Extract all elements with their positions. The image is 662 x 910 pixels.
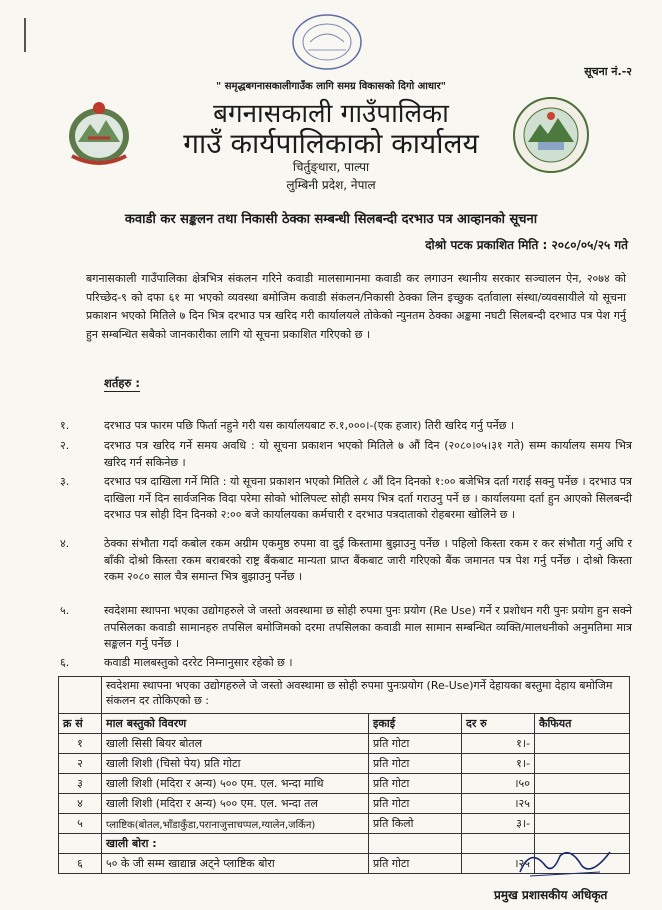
signature-title: प्रमुख प्रशासकीय अधिकृत <box>494 888 608 902</box>
table-row <box>59 734 630 754</box>
cell-item: खाली शिशी (मदिरा र अन्य) ५०० एम. एल. भन्दा माथि <box>102 774 369 794</box>
table-row <box>59 814 630 834</box>
condition-number: ४. <box>60 537 70 550</box>
cell-remark <box>535 734 630 754</box>
cell-sn: २ <box>59 754 102 774</box>
table-note: स्वदेशमा स्थापना भएका उद्योगहरुले जे जस्तो अवस्थामा छ सोही रुपमा पुनःप्रयोग (Re-Use)गर्ने देहायका बस्तुमा देहाय बमोजिम संकलन दर तोकिएको छ : <box>102 677 630 714</box>
table-note-row <box>59 677 630 714</box>
cell-item: प्लाष्टिक(बोतल,भाँडाकुँडा,परानाजुत्ताचप्पल,ग्यालेन,जर्किन) <box>102 814 369 834</box>
cell-remark <box>535 814 630 834</box>
office-location: चिर्तुङ्धारा, पाल्पा <box>292 160 370 174</box>
condition-number: २. <box>60 439 70 452</box>
cell-remark <box>535 774 630 794</box>
notice-number: सूचना नं.-२ <box>584 65 632 78</box>
condition-item <box>60 418 632 435</box>
office-name: गाउँ कार्यपालिकाको कार्यालय <box>183 127 479 160</box>
cell-sn: ३ <box>59 774 102 794</box>
condition-number: ६. <box>60 656 70 669</box>
cell-unit: प्रति गोटा <box>369 794 462 814</box>
cell-remark <box>535 794 630 814</box>
col-header-sn: क्र सं <box>59 714 102 734</box>
motto: " समृद्धबगनासकालीगाउँक लागि समग्र विकासको दिगो आधार" <box>216 81 446 92</box>
condition-text: दरभाउ पत्र दाखिला गर्ने मिति : यो सूचना प्रकाशन भएको मितिले ८ औं दिन दिनको १:०० बजेभित्र दर्ता गराई सक्नु पर्नेछ । दरभाउ पत्र दाखिला गर्ने दिन सार्वजनिक विदा परेमा सोको भोलिपल्ट सोही समय भित्र दर्ता गराउनु पर्ने छ । कार्यालयमा दर्ता हुन आएको सिलबन्दी दरभाउ पत्र सोही दिन दिनको २:०० बजे कार्यालयका कर्मचारी र दरभाउ पत्रदाताको रोहबरमा खोलिने छ । <box>104 475 632 521</box>
signature-icon <box>500 842 630 882</box>
table-subheading: खाली बोरा : <box>102 834 369 854</box>
condition-text: स्वदेशमा स्थापना भएका उद्योगहरुले जे जस्तो अवस्थामा छ सोही रुपमा पुनः प्रयोग (Re Use) गर्ने र प्रशोधन गरी पुनः प्रयोग हुन सक्ने तपसिलका कवाडी सामानहरु तपसिल बमोजिमको दरमा तपसिलका कवाडी माल सामान सम्बन्धित व्यक्ति/मालधनीको अनुमतिमा मात्र सङ्कलन गर्नु पर्नेछ । <box>104 604 632 650</box>
cell-item: खाली शिशी (मदिरा र अन्य) ५०० एम. एल. भन्दा तल <box>102 794 369 814</box>
col-header-rate: दर रु <box>462 714 535 734</box>
cell-unit: प्रति गोटा <box>369 754 462 774</box>
office-stamp-icon <box>290 12 364 72</box>
cell-sn: ४ <box>59 794 102 814</box>
col-header-remark: कैफियत <box>535 714 630 734</box>
cell-rate: १।- <box>462 754 535 774</box>
cell-sn: ६ <box>59 854 102 874</box>
cell-unit: प्रति गोटा <box>369 854 462 874</box>
intro-paragraph: बगनासकाली गाउँपालिका क्षेत्रभित्र संकलन गरिने कवाडी मालसामानमा कवाडी कर लगाउन स्थानीय सरकार सञ्चालन ऐन, २०७४ को परिच्छेद-९ को दफा ६१ मा भएको व्यवस्था बमोजिम कवाडी संकलन/निकासी ठेक्का लिन इच्छुक दर्तावाला संस्था/व्यवसायीले यो सूचना प्रकाशन भएको मितिले ७ दिन भित्र दरभाउ पत्र खरिद गरी कार्यालयले तोकेको न्युनतम ठेक्का अङ्कमा नघटी सिलबन्दी दरभाउ पत्र पेश गर्नु हुन सम्बन्धित सबैको जानकारीका लागि यो सूचना प्रकाशित गरिएको छ । <box>86 272 626 341</box>
municipality-name: बगनासकाली गाउँपालिका <box>213 99 449 129</box>
cell-unit: प्रति गोटा <box>369 734 462 754</box>
cell-rate: १।- <box>462 734 535 754</box>
condition-item <box>60 438 632 471</box>
condition-text: कवाडी मालबस्तुको दररेट निम्नानुसार रहेको छ । <box>104 656 293 669</box>
office-province: लुम्बिनी प्रदेश, नेपाल <box>286 178 376 192</box>
condition-number: ५. <box>60 604 70 617</box>
table-row <box>59 774 630 794</box>
cell-rate: ।५० <box>462 774 535 794</box>
col-header-unit: इकाई <box>369 714 462 734</box>
condition-item <box>60 536 632 586</box>
margin-line <box>24 18 26 52</box>
col-header-item: माल बस्तुको विवरण <box>102 714 369 734</box>
notice-title: कवाडी कर सङ्कलन तथा निकासी ठेक्का सम्बन्धी सिलबन्दी दरभाउ पत्र आव्हानको सूचना <box>124 212 538 227</box>
table-row <box>59 754 630 774</box>
cell-sn: ५ <box>59 814 102 834</box>
cell-rate: ३।- <box>462 814 535 834</box>
cell-unit: प्रति किलो <box>369 814 462 834</box>
conditions-heading: शर्तहरु : <box>104 376 140 390</box>
condition-text: दरभाउ पत्र फारम पछि फिर्ता नहुने गरी यस कार्यालयबाट रु.१,०००।-(एक हजार) तिरी खरिद गर्नु पर्नेछ । <box>104 419 515 432</box>
cell-rate: ।२५ <box>462 794 535 814</box>
cell-rate: ।२५ <box>462 854 535 874</box>
condition-text: ठेक्का संभौता गर्दा कबोल रकम अग्रीम एकमुष्ठ रुपमा वा दुई किस्तामा बुझाउनु पर्नेछ । पहिलो किस्ता रकम र कर संभौता गर्नु अघि र बाँकी दोश्रो किस्ता रकम बराबरको राष्ट्र बैंकबाट मान्यता प्राप्त बैंकबाट जारी गरिएको बैंक जमानत पत्र पेश गर्नु पर्नेछ । दोश्रो किस्ता रकम २०८० साल चैत्र समान्त भित्र बुझाउनु पर्नेछ । <box>104 537 632 583</box>
cell-item: खाली सिसी बियर बोतल <box>102 734 369 754</box>
cell-remark <box>535 754 630 774</box>
cell-item: खाली शिशी (चिसो पेय) प्रति गोटा <box>102 754 369 774</box>
condition-item <box>60 474 632 524</box>
condition-text: दरभाउ पत्र खरिद गर्ने समय अवधि : यो सूचना प्रकाशन भएको मितिले ७ औं दिन (२०८०।०५।३१ गते) सम्म कार्यालय समय भित्र खरिद गर्न सकिनेछ । <box>104 439 632 469</box>
condition-item <box>60 603 632 653</box>
condition-number: ३. <box>60 475 70 488</box>
cell-sn: १ <box>59 734 102 754</box>
cell-unit: प्रति गोटा <box>369 774 462 794</box>
cell-item: ५० के जी सम्म खाद्यान्न अट्ने प्लाष्टिक बोरा <box>102 854 369 874</box>
table-header-row <box>59 714 630 734</box>
table-row <box>59 794 630 814</box>
condition-item <box>60 655 632 672</box>
condition-number: १. <box>60 419 70 432</box>
published-date: दोश्रो पटक प्रकाशित मिति : २०८०/०५/२५ गते <box>425 238 628 252</box>
